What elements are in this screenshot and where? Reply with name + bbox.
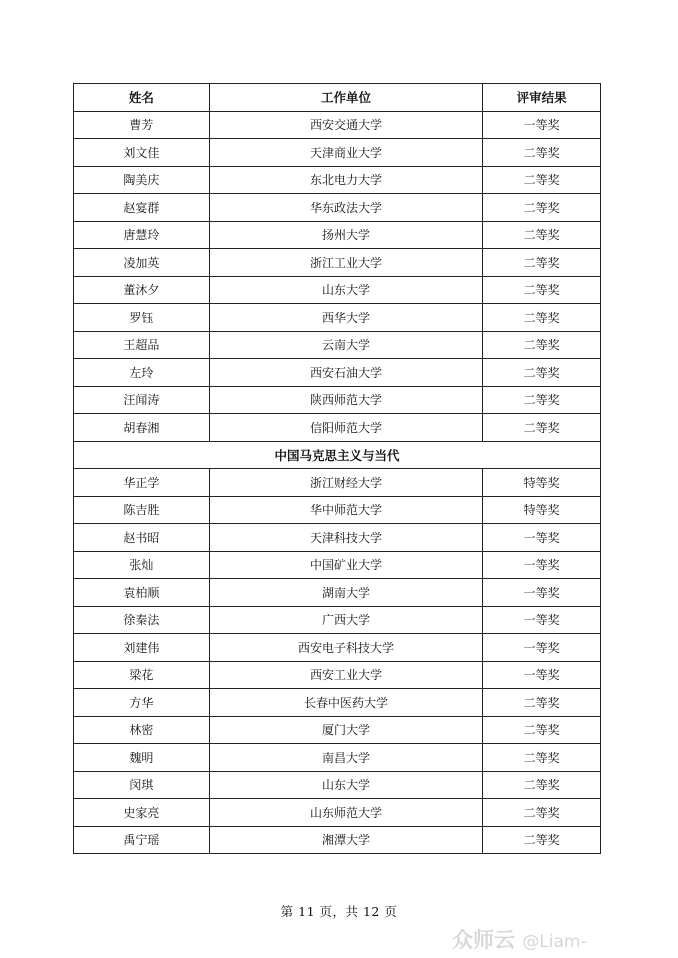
cell-workplace: 厦门大学: [209, 716, 482, 744]
cell-workplace: 西安交通大学: [209, 111, 482, 139]
cell-workplace: 湖南大学: [209, 579, 482, 607]
table-section: [74, 441, 601, 469]
table-row: [74, 799, 601, 827]
results-table: [73, 83, 601, 854]
cell-name: 刘文佳: [74, 139, 210, 167]
table-row: [74, 331, 601, 359]
cell-name: 禹宁瑶: [74, 826, 210, 854]
cell-result: 特等奖: [483, 496, 601, 524]
cell-result: 二等奖: [483, 249, 601, 277]
cell-workplace: 浙江财经大学: [209, 469, 482, 497]
cell-name: 张灿: [74, 551, 210, 579]
cell-name: 王超品: [74, 331, 210, 359]
watermark-brand: 众师云: [452, 928, 515, 952]
cell-name: 赵书昭: [74, 524, 210, 552]
cell-workplace: 扬州大学: [209, 221, 482, 249]
header-workplace: 工作单位: [209, 84, 482, 112]
cell-name: 曹芳: [74, 111, 210, 139]
cell-workplace: 天津商业大学: [209, 139, 482, 167]
table-row: [74, 524, 601, 552]
cell-result: 一等奖: [483, 606, 601, 634]
cell-workplace: 陕西师范大学: [209, 386, 482, 414]
cell-name: 罗钰: [74, 304, 210, 332]
cell-result: 二等奖: [483, 826, 601, 854]
cell-name: 左玲: [74, 359, 210, 387]
cell-result: 一等奖: [483, 551, 601, 579]
cell-result: 二等奖: [483, 304, 601, 332]
table-row: [74, 359, 601, 387]
cell-result: 一等奖: [483, 634, 601, 662]
cell-name: 史家亮: [74, 799, 210, 827]
table-row: [74, 661, 601, 689]
table-row: [74, 744, 601, 772]
cell-result: 二等奖: [483, 359, 601, 387]
cell-name: 胡春湘: [74, 414, 210, 442]
cell-workplace: 西安石油大学: [209, 359, 482, 387]
cell-name: 董沐夕: [74, 276, 210, 304]
cell-result: 一等奖: [483, 524, 601, 552]
table-row: [74, 551, 601, 579]
cell-workplace: 华中师范大学: [209, 496, 482, 524]
cell-name: 唐慧玲: [74, 221, 210, 249]
table-row: [74, 826, 601, 854]
table-row: [74, 771, 601, 799]
cell-workplace: 南昌大学: [209, 744, 482, 772]
section-row: [74, 441, 601, 469]
cell-workplace: 山东大学: [209, 276, 482, 304]
cell-result: 二等奖: [483, 716, 601, 744]
table-row: [74, 689, 601, 717]
cell-workplace: 长春中医药大学: [209, 689, 482, 717]
cell-result: 二等奖: [483, 744, 601, 772]
cell-workplace: 湘潭大学: [209, 826, 482, 854]
table-row: [74, 166, 601, 194]
cell-result: 二等奖: [483, 386, 601, 414]
table-row: [74, 221, 601, 249]
cell-result: 二等奖: [483, 414, 601, 442]
cell-name: 林密: [74, 716, 210, 744]
cell-name: 陶美庆: [74, 166, 210, 194]
cell-result: 二等奖: [483, 771, 601, 799]
cell-name: 华正学: [74, 469, 210, 497]
cell-name: 袁柏顺: [74, 579, 210, 607]
cell-result: 特等奖: [483, 469, 601, 497]
cell-workplace: 浙江工业大学: [209, 249, 482, 277]
table-row: [74, 606, 601, 634]
cell-workplace: 天津科技大学: [209, 524, 482, 552]
table-row: [74, 194, 601, 222]
cell-name: 梁花: [74, 661, 210, 689]
cell-name: 魏明: [74, 744, 210, 772]
cell-name: 闵琪: [74, 771, 210, 799]
cell-workplace: 云南大学: [209, 331, 482, 359]
cell-workplace: 山东师范大学: [209, 799, 482, 827]
cell-workplace: 广西大学: [209, 606, 482, 634]
table-body-bottom: [74, 469, 601, 854]
table-row: [74, 249, 601, 277]
table-row: [74, 716, 601, 744]
cell-name: 陈吉胜: [74, 496, 210, 524]
header-name: 姓名: [74, 84, 210, 112]
table-row: [74, 469, 601, 497]
watermark: [452, 924, 587, 954]
table-row: [74, 579, 601, 607]
table-row: [74, 414, 601, 442]
header-result: 评审结果: [483, 84, 601, 112]
cell-name: 汪闻涛: [74, 386, 210, 414]
table-row: [74, 111, 601, 139]
table-row: [74, 276, 601, 304]
cell-result: 二等奖: [483, 166, 601, 194]
cell-name: 赵宴群: [74, 194, 210, 222]
cell-workplace: 华东政法大学: [209, 194, 482, 222]
page-number: 第 11 页，共 12 页: [280, 904, 398, 919]
table-row: [74, 496, 601, 524]
cell-result: 一等奖: [483, 579, 601, 607]
cell-workplace: 西华大学: [209, 304, 482, 332]
cell-name: 凌加英: [74, 249, 210, 277]
cell-name: 刘建伟: [74, 634, 210, 662]
watermark-handle: @Liam-: [522, 932, 587, 952]
cell-result: 一等奖: [483, 111, 601, 139]
cell-result: 二等奖: [483, 799, 601, 827]
table-header-row: [74, 84, 601, 112]
cell-workplace: 中国矿业大学: [209, 551, 482, 579]
table-body-top: [74, 111, 601, 441]
cell-result: 二等奖: [483, 689, 601, 717]
cell-workplace: 信阳师范大学: [209, 414, 482, 442]
table-row: [74, 634, 601, 662]
cell-workplace: 西安电子科技大学: [209, 634, 482, 662]
section-title: 中国马克思主义与当代: [74, 441, 601, 469]
cell-result: 二等奖: [483, 331, 601, 359]
cell-result: 二等奖: [483, 139, 601, 167]
cell-result: 二等奖: [483, 194, 601, 222]
cell-workplace: 东北电力大学: [209, 166, 482, 194]
cell-workplace: 山东大学: [209, 771, 482, 799]
table-row: [74, 304, 601, 332]
cell-name: 徐秦法: [74, 606, 210, 634]
cell-result: 二等奖: [483, 221, 601, 249]
table-row: [74, 139, 601, 167]
table-row: [74, 386, 601, 414]
cell-name: 方华: [74, 689, 210, 717]
cell-workplace: 西安工业大学: [209, 661, 482, 689]
cell-result: 二等奖: [483, 276, 601, 304]
cell-result: 一等奖: [483, 661, 601, 689]
